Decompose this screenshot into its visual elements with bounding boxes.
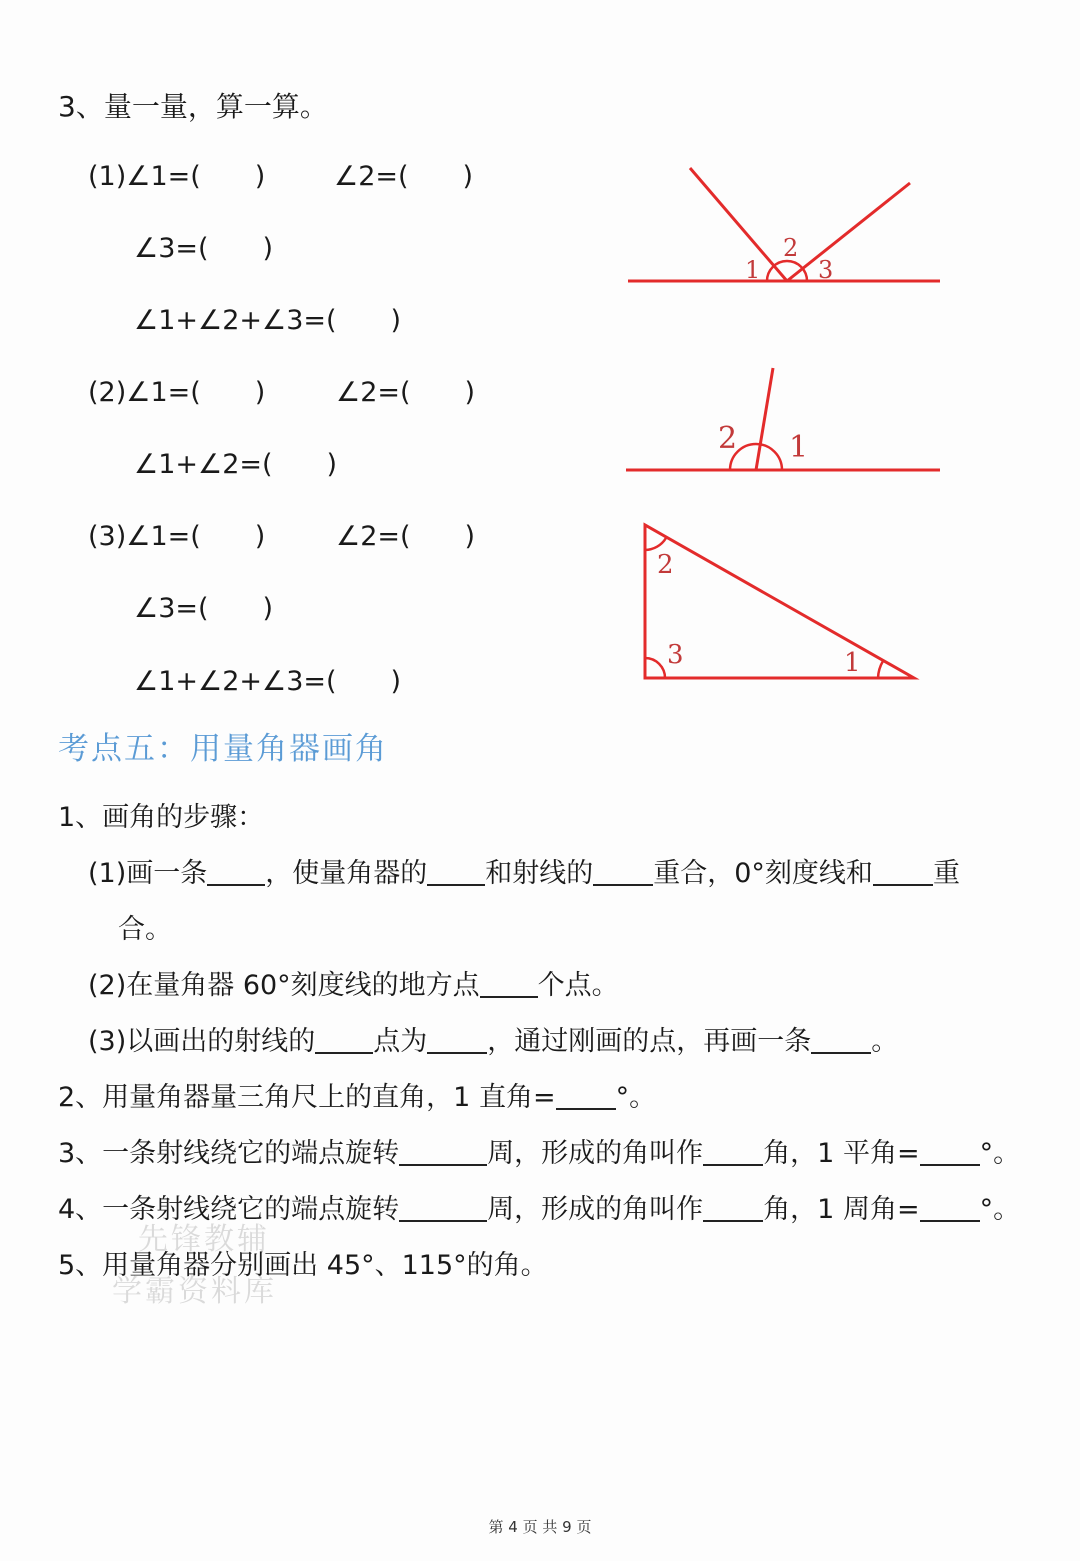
blank-straight-degrees[interactable]	[920, 1138, 980, 1166]
watermark-line1: 先锋教辅	[138, 1222, 270, 1257]
q1-step2-text-b: 个点。	[537, 970, 619, 1001]
q4-text-b: 周，形成的角叫作	[487, 1194, 704, 1225]
q1-step3-text-d: 。	[871, 1026, 899, 1057]
q1-step3-text-c: ，通过刚画的点，再画一条	[487, 1026, 812, 1057]
angle-figures	[0, 0, 1080, 760]
q5: 5、用量角器分别画出 45°、115°的角。	[58, 1250, 548, 1281]
q1-step1-text-c: 和射线的	[485, 858, 594, 889]
q1-title: 1、画角的步骤：	[58, 802, 265, 833]
q3-text-a: 3、一条射线绕它的端点旋转	[58, 1138, 400, 1169]
q3-text-c: 角，1 平角=	[763, 1138, 920, 1169]
blank-full-degrees[interactable]	[920, 1194, 980, 1222]
q3	[58, 1137, 1020, 1171]
q3-text-d: °。	[979, 1138, 1021, 1169]
fig2-label-1: 1	[789, 430, 809, 465]
q1-step1-cont: 合。	[118, 914, 172, 945]
q4-text-d: °。	[979, 1194, 1021, 1225]
fig1-label-1: 1	[745, 256, 761, 284]
q1-step3-text-b: 点为	[373, 1026, 428, 1057]
q1-step2-text-a: (2)在量角器 60°刻度线的地方点	[88, 970, 480, 1001]
q1-step1-text-b: ，使量角器的	[265, 858, 428, 889]
fig1-ray-right	[787, 183, 910, 281]
watermark-line2: 学霸资料库	[112, 1274, 277, 1309]
p2-angle2: ∠2=( )	[336, 377, 476, 408]
p1-angle1: (1)∠1=( )	[88, 161, 266, 192]
fig1-ray-left	[690, 168, 787, 281]
q3-text-b: 周，形成的角叫作	[487, 1138, 704, 1169]
p1-angle2: ∠2=( )	[334, 161, 474, 192]
fig1-label-3: 3	[818, 256, 834, 284]
q1-step1-text-d: 重合，0°刻度线和	[653, 858, 873, 889]
blank-ray[interactable]	[207, 858, 265, 886]
q2-text-a: 2、用量角器量三角尺上的直角，1 直角=	[58, 1082, 556, 1113]
blank-center[interactable]	[427, 858, 485, 886]
p3-angle2: ∠2=( )	[336, 521, 476, 552]
fig3-label-3: 3	[667, 640, 684, 670]
q1-step3-text-a: (3)以画出的射线的	[88, 1026, 316, 1057]
fig2-ray	[756, 368, 773, 470]
fig3-arc-acute	[878, 661, 883, 678]
p1-sum: ∠1+∠2+∠3=( )	[134, 305, 402, 336]
blank-ray2[interactable]	[811, 1026, 871, 1054]
p3-sum: ∠1+∠2+∠3=( )	[134, 666, 402, 697]
p1-angle3: ∠3=( )	[134, 233, 274, 264]
p3-angle1: (3)∠1=( )	[88, 521, 266, 552]
blank-straight[interactable]	[703, 1138, 763, 1166]
q1-step1	[88, 857, 960, 891]
blank-point[interactable]	[480, 970, 538, 998]
blank-vertex[interactable]	[427, 1026, 487, 1054]
p2-angle1: (2)∠1=( )	[88, 377, 266, 408]
fig3-label-2: 2	[657, 550, 674, 580]
q2	[58, 1081, 656, 1115]
fig3-label-1: 1	[844, 648, 861, 678]
q4-text-a: 4、一条射线绕它的端点旋转	[58, 1194, 400, 1225]
q4-text-c: 角，1 周角=	[763, 1194, 920, 1225]
q1-step1-text-a: (1)画一条	[88, 858, 208, 889]
q1-step2	[88, 969, 619, 1003]
page-footer: 第 4 页 共 9 页	[488, 1518, 592, 1536]
fig3-arc-top	[645, 538, 666, 550]
fig3-arc-right-angle	[645, 658, 665, 678]
fig2-label-2: 2	[718, 421, 738, 456]
section5-heading: 考点五：用量角器画角	[58, 731, 388, 767]
fig3-triangle	[645, 525, 914, 678]
p2-sum: ∠1+∠2=( )	[134, 449, 338, 480]
fig1-label-2: 2	[783, 234, 799, 262]
blank-half-turn[interactable]	[399, 1138, 487, 1166]
blank-full[interactable]	[703, 1194, 763, 1222]
blank-ray-line[interactable]	[873, 858, 933, 886]
q2-text-b: °。	[615, 1082, 657, 1113]
blank-right-angle[interactable]	[556, 1082, 616, 1110]
exercise3-title: 3、量一量，算一算。	[58, 90, 328, 123]
q1-step1-text-e: 重	[932, 858, 960, 889]
blank-endpoint[interactable]	[593, 858, 653, 886]
p3-angle3: ∠3=( )	[134, 593, 274, 624]
blank-end[interactable]	[315, 1026, 373, 1054]
q1-step3	[88, 1025, 898, 1059]
blank-full-turn[interactable]	[399, 1194, 487, 1222]
